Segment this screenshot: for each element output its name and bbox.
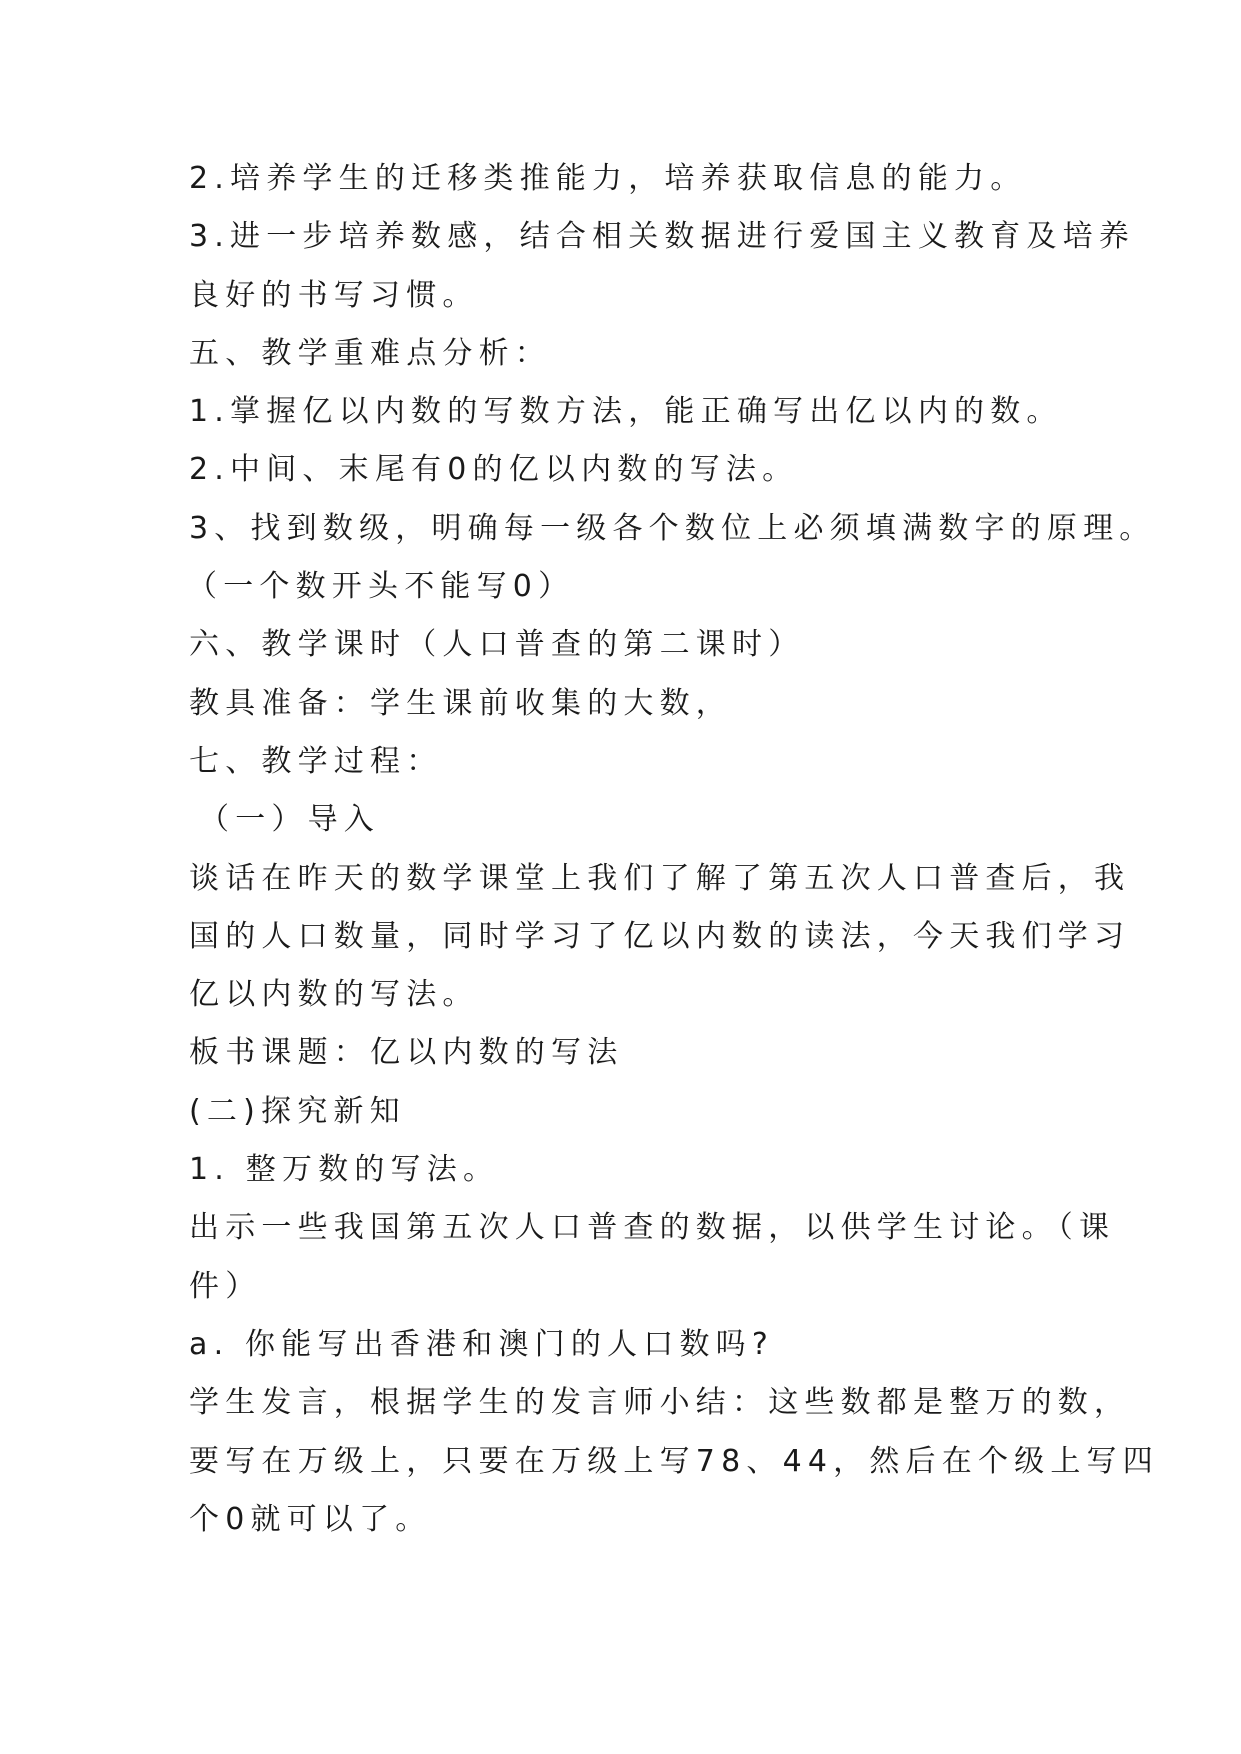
text-line: a. 你能写出香港和澳门的人口数吗? bbox=[189, 1326, 774, 1362]
text-line: 教具准备：学生课前收集的大数， bbox=[189, 685, 732, 721]
text-line: 3.进一步培养数感，结合相关数据进行爱国主义教育及培养 bbox=[189, 219, 1136, 255]
text-line: 谈话在昨天的数学课堂上我们了解了第五次人口普查后，我 bbox=[189, 860, 1131, 896]
subsection-heading: （一）导入 bbox=[199, 802, 380, 838]
section-heading: 五、教学重难点分析： bbox=[189, 335, 551, 371]
text-line: 2.培养学生的迁移类推能力，培养获取信息的能力。 bbox=[189, 161, 1027, 196]
text-line: 3、找到数级，明确每一级各个数位上必须填满数字的原理。 bbox=[189, 510, 1156, 546]
text-line: 2.中间、末尾有0的亿以内数的写法。 bbox=[189, 452, 799, 488]
text-line: 亿以内数的写法。 bbox=[189, 977, 479, 1013]
subsection-heading: (二)探究新知 bbox=[189, 1093, 406, 1129]
text-line: 国的人口数量，同时学习了亿以内数的读法，今天我们学习 bbox=[189, 918, 1131, 954]
text-line: 1. 整万数的写法。 bbox=[189, 1152, 500, 1188]
text-line: （一个数开头不能写0） bbox=[187, 569, 575, 605]
text-line: 板书课题：亿以内数的写法 bbox=[189, 1035, 624, 1071]
section-heading: 六、教学课时（人口普查的第二课时） bbox=[189, 627, 805, 663]
text-line: 件） bbox=[189, 1268, 262, 1304]
text-line: 出示一些我国第五次人口普查的数据，以供学生讨论。（课 bbox=[189, 1210, 1116, 1246]
section-heading: 七、教学过程： bbox=[189, 743, 443, 779]
text-line: 个0就可以了。 bbox=[189, 1501, 432, 1537]
text-line: 要写在万级上，只要在万级上写78、44，然后在个级上写四 bbox=[189, 1443, 1159, 1479]
text-line: 1.掌握亿以内数的写数方法，能正确写出亿以内的数。 bbox=[189, 394, 1063, 430]
text-line: 学生发言，根据学生的发言师小结：这些数都是整万的数， bbox=[189, 1385, 1131, 1421]
document-body bbox=[189, 150, 1189, 1549]
text-line: 良好的书写习惯。 bbox=[189, 277, 479, 313]
